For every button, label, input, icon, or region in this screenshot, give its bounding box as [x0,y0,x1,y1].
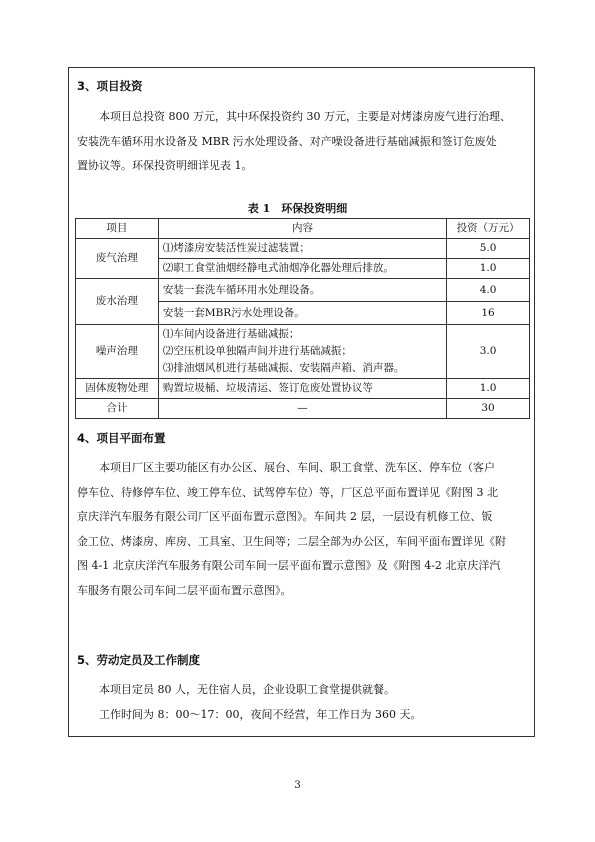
section-4-paragraph [77,456,529,603]
noise-measure: ⑵空压机设单独隔声间并进行基础减振； [162,345,352,357]
table-caption: 表 1 环保投资明细 [247,202,348,215]
page-number: 3 [294,780,301,791]
row-content: — [158,399,446,419]
paragraph-line: 工作时间为 8：00～17：00，夜间不经营，年工作日为 360 天。 [99,707,422,721]
row-item-noise: 噪声治理 [76,325,159,379]
row-item-water: 废水治理 [76,279,159,325]
row-value: 1.0 [447,259,530,279]
paragraph-line: 金工位、烤漆房、库房、工具室、卫生间等；二层全部为办公区，车间平面布置详见《附 [77,534,506,548]
row-value: 3.0 [447,325,530,379]
paragraph-line: 京庆洋汽车服务有限公司厂区平面布置示意图》。车间共 2 层，一层设有机修工位、钣 [77,510,493,523]
paragraph-line: 本项目厂区主要功能区有办公区、展台、车间、职工食堂、洗车区、停车位（客户 [99,461,495,474]
row-value: 30 [447,399,530,419]
section-4-heading: 4、项目平面布置 [77,431,166,445]
noise-measure: ⑶排油烟风机进行基础减振、安装隔声箱、消声器。 [162,362,405,374]
row-content: 安装一套MBR污水处理设备。 [158,302,446,325]
row-content: 购置垃圾桶、垃圾清运、签订危废处置协议等 [158,379,446,399]
paragraph-line: 置协议等。环保投资明细详见表 1。 [77,159,253,172]
row-content: ⑴烤漆房安装活性炭过滤装置； [158,239,446,259]
row-value: 4.0 [447,279,530,302]
table-row [76,239,530,259]
paragraph-line: 停车位、待修停车位、竣工停车位、试驾停车位）等，厂区总平面布置详见《附图 3 北 [77,485,498,499]
row-item-solid: 固体废物处理 [76,379,159,399]
header-item: 项目 [76,219,159,239]
row-item-gas: 废气治理 [76,239,159,279]
noise-measure: ⑴车间内设备进行基础减振； [162,328,300,340]
row-value: 1.0 [447,379,530,399]
table-row [76,279,530,302]
section-3-paragraph [77,105,529,179]
row-value: 16 [447,302,530,325]
table-row [76,325,530,379]
investment-table [75,218,530,419]
row-content-noise [158,325,446,379]
table-row [76,379,530,399]
section-3-heading: 3、项目投资 [77,79,143,93]
paragraph-line: 图 4-1 北京庆洋汽车服务有限公司车间一层平面布置示意图》及《附图 4-2 北京庆洋汽 [77,559,501,572]
table-row-total [76,399,530,419]
row-content: 安装一套洗车循环用水处理设备。 [158,279,446,302]
row-value: 5.0 [447,239,530,259]
table-header-row [76,219,530,239]
header-investment: 投资（万元） [447,219,530,239]
paragraph-line: 本项目总投资 800 万元，其中环保投资约 30 万元，主要是对烤漆房废气进行治理、 [99,110,511,123]
paragraph-line: 安装洗车循环用水设备及 MBR 污水处理设备、对产噪设备进行基础减振和签订危废处 [77,134,497,148]
section-5-heading: 5、劳动定员及工作制度 [77,653,201,667]
row-content: ⑵职工食堂油烟经静电式油烟净化器处理后排放。 [158,259,446,279]
paragraph-line: 车服务有限公司车间二层平面布置示意图》。 [77,583,292,597]
paragraph-line: 本项目定员 80 人，无住宿人员，企业设职工食堂提供就餐。 [99,683,395,696]
header-content: 内容 [158,219,446,239]
section-5-paragraph [77,678,529,727]
row-item-total: 合计 [76,399,159,419]
